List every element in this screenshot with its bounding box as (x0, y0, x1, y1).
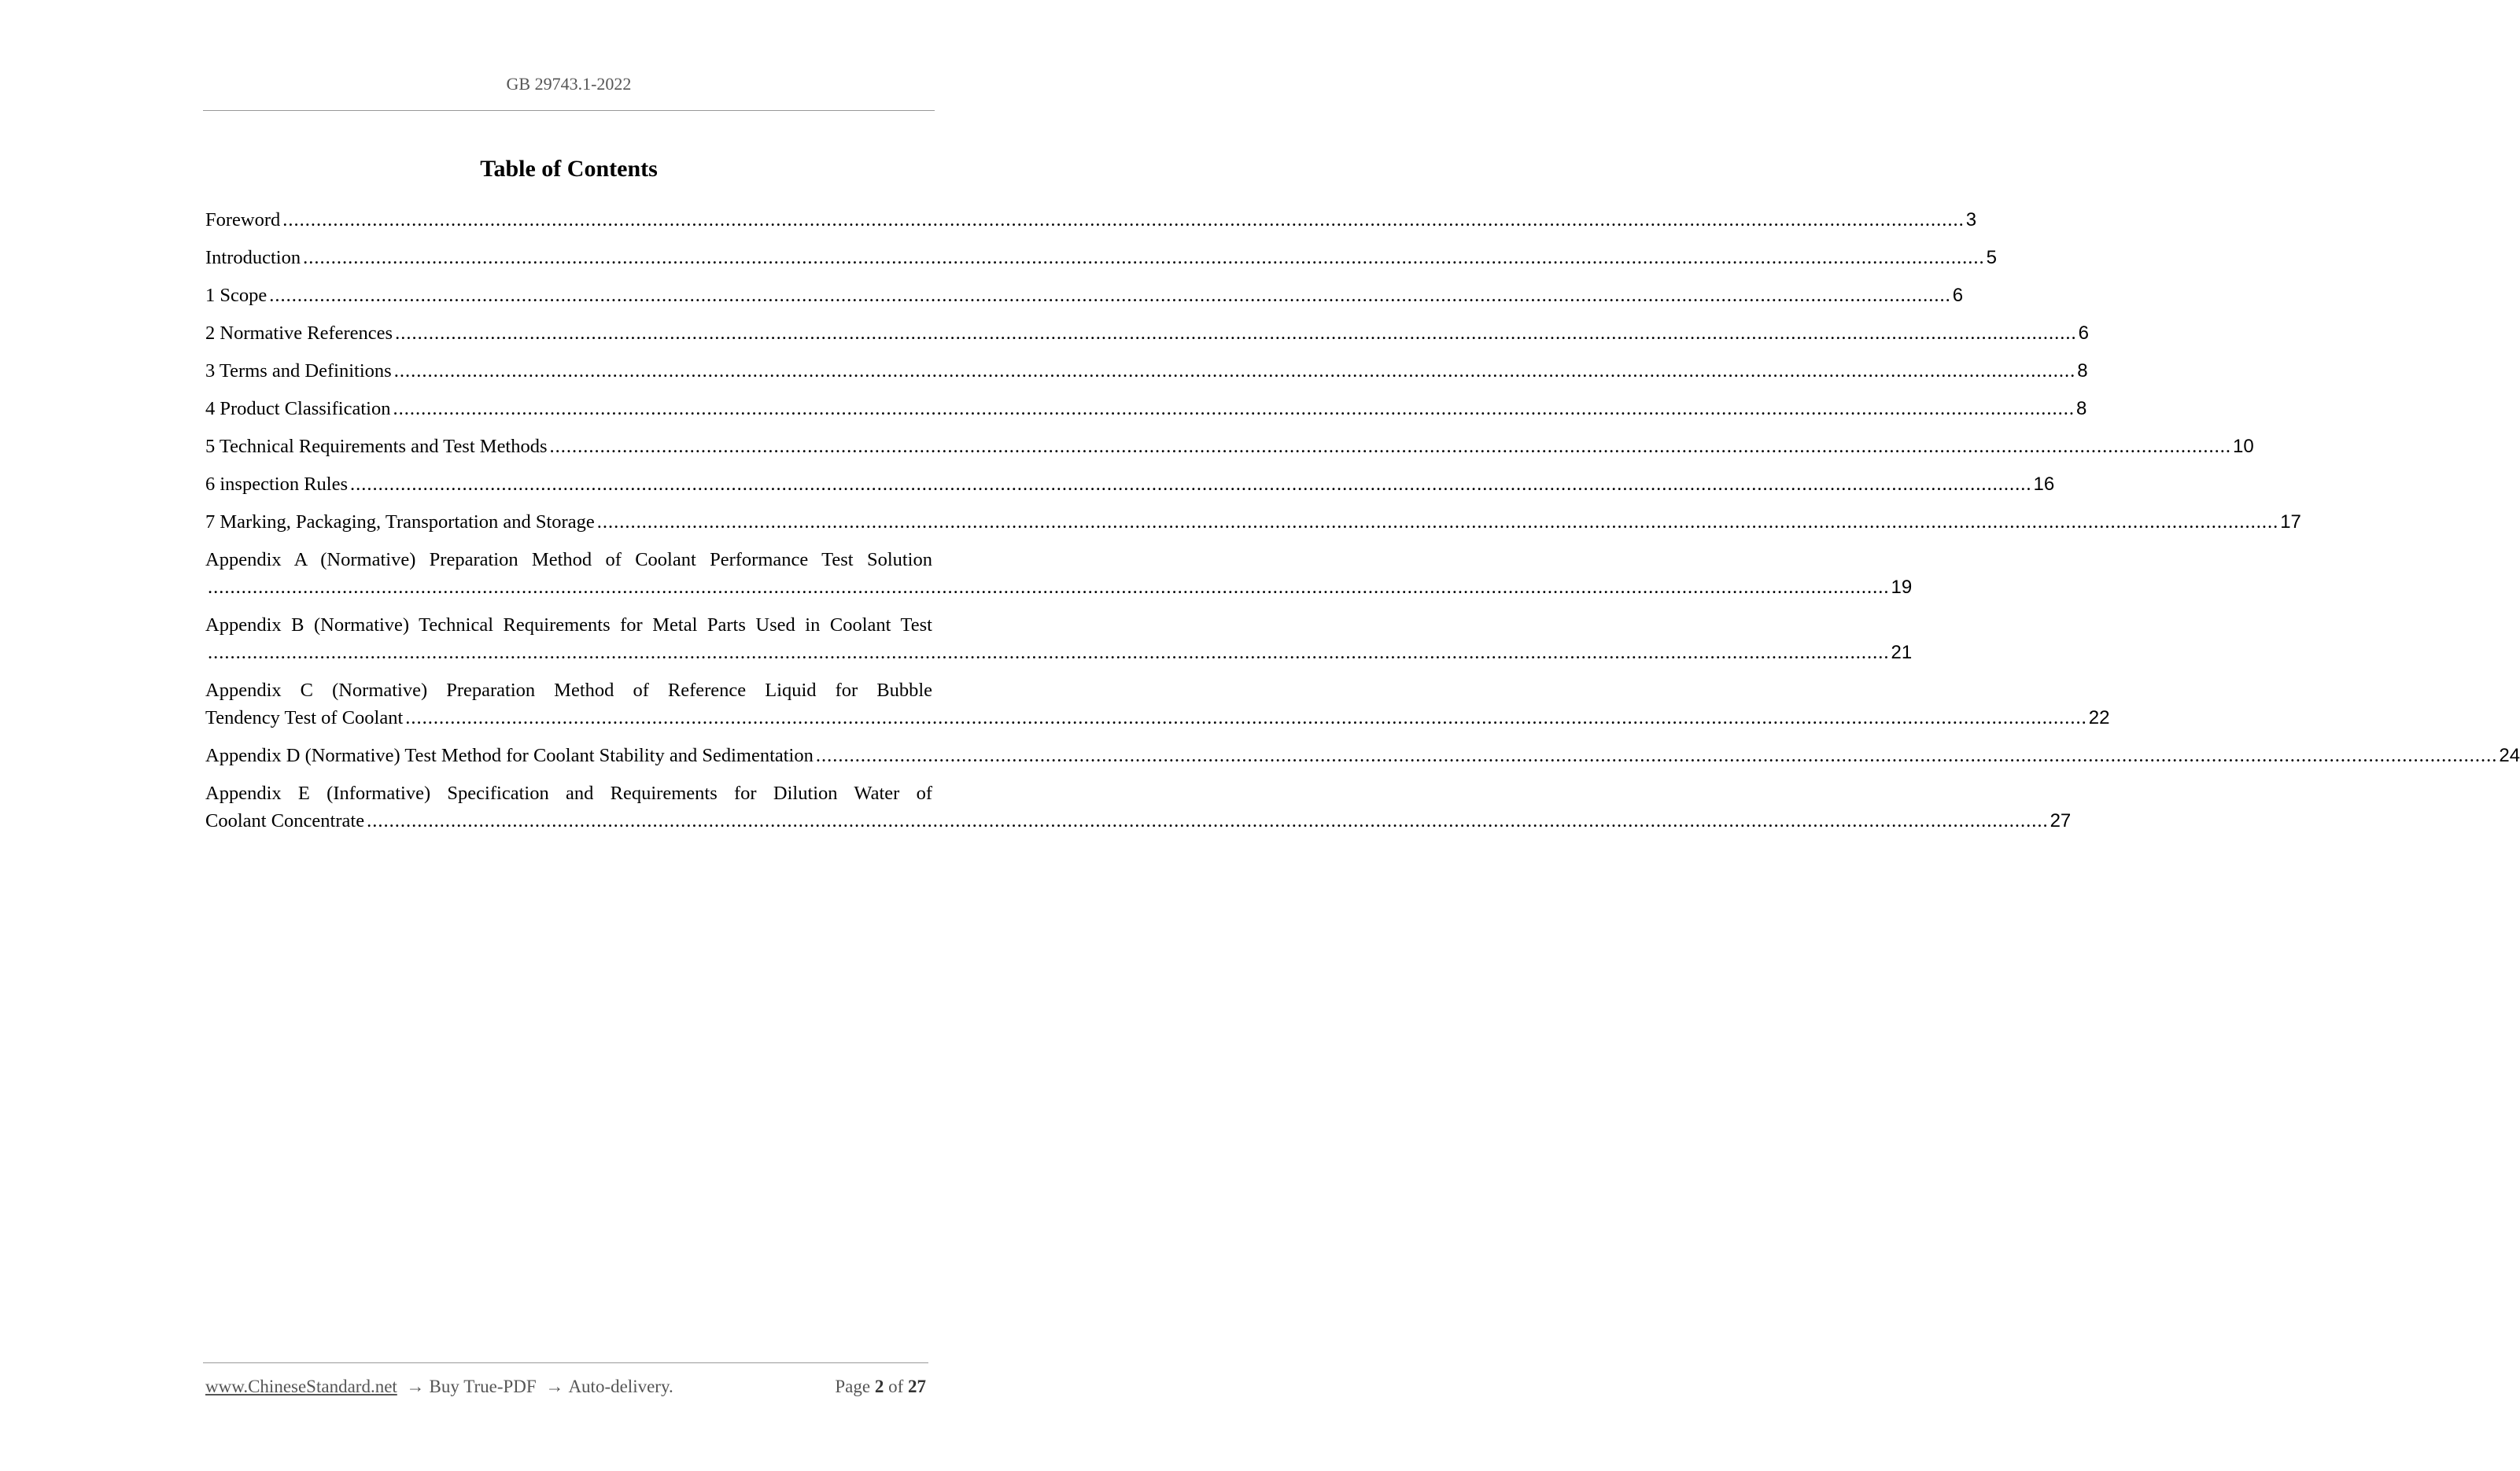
toc-entry-page: 22 (2088, 707, 2110, 728)
toc-dot-leader: ............................................................................................................................................................................................................................................................................................................ (282, 209, 1965, 230)
total-pages-number: 27 (908, 1377, 926, 1396)
toc-entry[interactable] (205, 508, 2301, 536)
toc-entry-line (205, 357, 2088, 385)
toc-entry-line (205, 395, 2087, 422)
toc-entry[interactable] (205, 395, 2087, 422)
toc-entry-title: Appendix B (Normative) Technical Requirements for Metal Parts Used in Coolant Test (205, 614, 932, 636)
toc-entry[interactable] (205, 780, 2072, 835)
toc-entry[interactable] (205, 742, 2520, 769)
toc-entry[interactable] (205, 677, 2110, 732)
toc-entry[interactable] (205, 206, 1977, 234)
toc-entry-title: 3 Terms and Definitions (205, 360, 392, 382)
toc-entry-line (205, 742, 2520, 769)
toc-entry-title: 1 Scope (205, 285, 267, 306)
toc-entry[interactable] (205, 319, 2089, 347)
arrow-right-icon: → (406, 1377, 425, 1396)
footer-divider (203, 1362, 928, 1363)
toc-entry-line (205, 807, 2072, 835)
toc-entry-page: 27 (2050, 810, 2072, 831)
toc-entry-title-continued: Tendency Test of Coolant (205, 707, 404, 728)
toc-entry[interactable] (205, 546, 1913, 601)
toc-entry[interactable] (205, 611, 1913, 666)
toc-dot-leader: ............................................................................................................................................................................................................................................................................................................ (815, 745, 2498, 766)
toc-entry-line (205, 573, 1913, 601)
toc-entry-line (205, 470, 2055, 498)
toc-dot-leader: ............................................................................................................................................................................................................................................................................................................ (405, 707, 2087, 728)
current-page-number: 2 (874, 1377, 884, 1396)
site-link[interactable]: www.ChineseStandard.net (205, 1377, 397, 1396)
toc-entry-page: 16 (2033, 474, 2055, 495)
toc-entry-page: 17 (2280, 511, 2301, 533)
toc-entry-line (205, 244, 1997, 271)
toc-entry-title: Appendix A (Normative) Preparation Method of Coolant Performance Test Solution (205, 549, 932, 570)
toc-dot-leader: ............................................................................................................................................................................................................................................................................................................ (367, 810, 2049, 831)
toc-dot-leader: ............................................................................................................................................................................................................................................................................................................ (393, 398, 2075, 419)
toc-dot-leader: ............................................................................................................................................................................................................................................................................................................ (269, 285, 1951, 306)
page-indicator (835, 1377, 926, 1397)
toc-dot-leader: ............................................................................................................................................................................................................................................................................................................ (208, 642, 1890, 663)
page-footer (205, 1377, 926, 1397)
toc-entry-title-continued: Coolant Concentrate (205, 810, 365, 831)
toc-entry[interactable] (205, 282, 1964, 309)
toc-entry-page: 5 (1986, 247, 1997, 268)
toc-dot-leader: ............................................................................................................................................................................................................................................................................................................ (596, 511, 2279, 533)
arrow-right-icon: → (545, 1377, 564, 1396)
toc-entry-line (205, 704, 2110, 732)
toc-entry-page: 19 (1891, 577, 1913, 598)
toc-entry-line (205, 206, 1977, 234)
toc-entry-line (205, 433, 2254, 460)
toc-entry-page: 8 (2075, 398, 2087, 419)
toc-list (205, 206, 2520, 845)
toc-entry-title: 6 inspection Rules (205, 474, 349, 495)
toc-entry[interactable] (205, 433, 2254, 460)
toc-entry-title: Foreword (205, 209, 281, 230)
toc-entry-title: 2 Normative References (205, 323, 393, 344)
toc-dot-leader: ............................................................................................................................................................................................................................................................................................................ (208, 577, 1890, 598)
toc-entry-line (205, 319, 2089, 347)
toc-entry-title: Appendix E (Informative) Specification and Requirements for Dilution Water of (205, 783, 932, 804)
toc-entry[interactable] (205, 470, 2055, 498)
toc-entry-title: Appendix C (Normative) Preparation Method of Reference Liquid for Bubble (205, 680, 932, 701)
toc-entry[interactable] (205, 244, 1997, 271)
toc-entry[interactable] (205, 357, 2088, 385)
toc-entry-page: 6 (1952, 285, 1964, 306)
auto-delivery-text: Auto-delivery. (568, 1377, 673, 1396)
of-word: of (888, 1377, 904, 1396)
toc-entry-page: 6 (2078, 323, 2089, 344)
toc-entry-title: 4 Product Classification (205, 398, 391, 419)
buy-pdf-text: Buy True-PDF (429, 1377, 537, 1396)
toc-dot-leader: ............................................................................................................................................................................................................................................................................................................ (393, 360, 2076, 382)
toc-entry-title: 5 Technical Requirements and Test Methods (205, 436, 548, 457)
toc-entry-page: 10 (2233, 436, 2254, 457)
toc-entry-page: 21 (1891, 642, 1913, 663)
toc-entry-line (205, 508, 2301, 536)
footer-promo (205, 1377, 673, 1397)
header-divider (203, 110, 935, 111)
toc-dot-leader: ............................................................................................................................................................................................................................................................................................................ (303, 247, 1985, 268)
toc-entry-title: 7 Marking, Packaging, Transportation and Storage (205, 511, 595, 533)
page-word: Page (835, 1377, 871, 1396)
toc-entry-title: Appendix D (Normative) Test Method for Coolant Stability and Sedimentation (205, 745, 814, 766)
toc-entry-page: 8 (2077, 360, 2088, 382)
toc-entry-line (205, 639, 1913, 666)
toc-dot-leader: ............................................................................................................................................................................................................................................................................................................ (549, 436, 2232, 457)
toc-heading: Table of Contents (480, 156, 658, 182)
toc-entry-page: 3 (1965, 209, 1977, 230)
toc-entry-title: Introduction (205, 247, 301, 268)
document-id-header: GB 29743.1-2022 (506, 74, 632, 94)
toc-entry-line (205, 282, 1964, 309)
toc-dot-leader: ............................................................................................................................................................................................................................................................................................................ (395, 323, 2077, 344)
toc-dot-leader: ............................................................................................................................................................................................................................................................................................................ (350, 474, 2032, 495)
toc-entry-page: 24 (2499, 745, 2520, 766)
